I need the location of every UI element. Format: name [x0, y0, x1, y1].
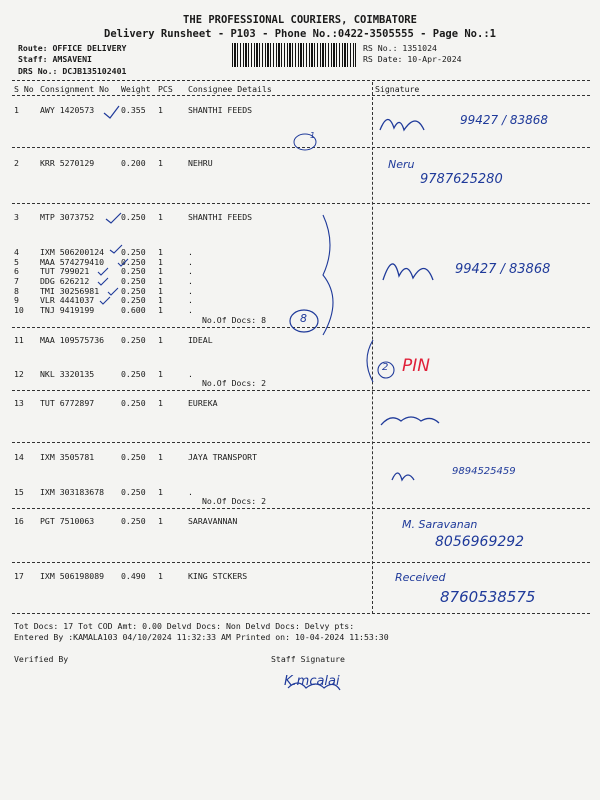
row-consignee: . — [188, 266, 193, 276]
circle-number: 1 — [310, 131, 316, 140]
row-consignment: MTP 3073752 — [40, 212, 95, 222]
row-weight: 0.250 — [121, 266, 146, 276]
row-consignment: VLR 4441037 — [40, 295, 95, 305]
row-pcs: 1 — [158, 398, 163, 408]
row-consignee: SARAVANNAN — [188, 516, 238, 526]
signature-name: M. Saravanan — [402, 518, 478, 531]
rs-number: RS No.: 1351024 — [363, 43, 437, 53]
staff: Staff: AMSAVENI — [18, 54, 92, 64]
row-weight: 0.250 — [121, 487, 146, 497]
signature-phone: 8056969292 — [435, 534, 525, 550]
row-sno: 4 — [14, 247, 19, 257]
rs-date: RS Date: 10-Apr-2024 — [363, 54, 462, 64]
row-sno: 14 — [14, 452, 24, 462]
row-consignment: TUT 6772897 — [40, 398, 95, 408]
signature-phone: 9787625280 — [420, 172, 503, 187]
row-sno: 5 — [14, 257, 19, 267]
docs-count-note: No.Of Docs: 8 — [202, 315, 267, 325]
row-pcs: 1 — [158, 286, 163, 296]
circle-number: 2 — [382, 362, 389, 373]
row-sno: 8 — [14, 286, 19, 296]
row-weight: 0.250 — [121, 398, 146, 408]
row-consignee: NEHRU — [188, 158, 213, 168]
col-signature: Signature — [375, 84, 420, 94]
row-weight: 0.355 — [121, 105, 146, 115]
row-sno: 2 — [14, 158, 19, 168]
row-pcs: 1 — [158, 335, 163, 345]
row-pcs: 1 — [158, 571, 163, 581]
row-sno: 15 — [14, 487, 24, 497]
row-weight: 0.250 — [121, 286, 146, 296]
row-consignee: . — [188, 487, 193, 497]
row-weight: 0.250 — [121, 335, 146, 345]
runsheet-title: Delivery Runsheet - P103 - Phone No.:0422-3505555 - Page No.:1 — [104, 28, 496, 40]
row-consignment: IXM 303183678 — [40, 487, 105, 497]
col-consignee: Consignee Details — [188, 84, 272, 94]
row-consignee: IDEAL — [188, 335, 213, 345]
signature-name: Neru — [388, 158, 415, 171]
row-consignee: EUREKA — [188, 398, 218, 408]
row-consignee: SHANTHI FEEDS — [188, 105, 253, 115]
row-consignment: AWY 1420573 — [40, 105, 95, 115]
circle-number: 8 — [300, 312, 307, 325]
row-weight: 0.250 — [121, 369, 146, 379]
signature-phone: 99427 / 83868 — [455, 262, 551, 277]
row-weight: 0.250 — [121, 295, 146, 305]
row-pcs: 1 — [158, 452, 163, 462]
signature-name: Received — [395, 571, 446, 584]
row-pcs: 1 — [158, 276, 163, 286]
route: Route: OFFICE DELIVERY — [18, 43, 127, 53]
row-weight: 0.250 — [121, 212, 146, 222]
row-consignment: MAA 109575736 — [40, 335, 105, 345]
row-weight: 0.250 — [121, 247, 146, 257]
row-consignee: . — [188, 257, 193, 267]
row-pcs: 1 — [158, 487, 163, 497]
row-sno: 17 — [14, 571, 24, 581]
row-pcs: 1 — [158, 305, 163, 315]
signature-phone: 9894525459 — [452, 466, 516, 477]
signature-phone: 99427 / 83868 — [460, 113, 549, 127]
row-sno: 1 — [14, 105, 19, 115]
row-consignment: IXM 506200124 — [40, 247, 105, 257]
row-consignee: . — [188, 295, 193, 305]
col-sno: S No — [14, 84, 34, 94]
row-sno: 11 — [14, 335, 24, 345]
col-pcs: PCS — [158, 84, 173, 94]
row-pcs: 1 — [158, 295, 163, 305]
row-pcs: 1 — [158, 158, 163, 168]
row-sno: 12 — [14, 369, 24, 379]
row-consignment: IXM 506198089 — [40, 571, 105, 581]
row-consignment: IXM 3505781 — [40, 452, 95, 462]
row-pcs: 1 — [158, 516, 163, 526]
row-sno: 3 — [14, 212, 19, 222]
row-weight: 0.200 — [121, 158, 146, 168]
docs-count-note: No.Of Docs: 2 — [202, 378, 267, 388]
row-consignment: TMI 30256981 — [40, 286, 100, 296]
row-consignment: TNJ 9419199 — [40, 305, 95, 315]
row-weight: 0.250 — [121, 516, 146, 526]
row-consignee: . — [188, 276, 193, 286]
entered-by-line: Entered By :KAMALA103 04/10/2024 11:32:33 AM Printed on: 10-04-2024 11:53:30 — [14, 632, 389, 642]
drs-number: DRS No.: DCJB135102401 — [18, 66, 127, 76]
row-pcs: 1 — [158, 105, 163, 115]
col-weight: Weight — [121, 84, 151, 94]
row-sno: 6 — [14, 266, 19, 276]
row-consignee: . — [188, 247, 193, 257]
row-weight: 0.250 — [121, 257, 146, 267]
row-consignee: SHANTHI FEEDS — [188, 212, 253, 222]
company-title: THE PROFESSIONAL COURIERS, COIMBATORE — [183, 14, 417, 26]
staff-signature-label: Staff Signature — [271, 654, 345, 664]
pin-note: PIN — [402, 356, 430, 376]
row-consignee: KING STCKERS — [188, 571, 248, 581]
row-consignment: MAA 574279410 — [40, 257, 105, 267]
row-sno: 13 — [14, 398, 24, 408]
col-consignment: Consignment No — [40, 84, 110, 94]
row-pcs: 1 — [158, 247, 163, 257]
row-pcs: 1 — [158, 212, 163, 222]
row-sno: 9 — [14, 295, 19, 305]
row-consignee: JAYA TRANSPORT — [188, 452, 258, 462]
staff-signature: K.mcalai — [284, 674, 340, 689]
row-sno: 10 — [14, 305, 24, 315]
row-consignee: . — [188, 305, 193, 315]
row-weight: 0.250 — [121, 452, 146, 462]
row-consignment: TUT 799021 — [40, 266, 90, 276]
row-consignment: PGT 7510063 — [40, 516, 95, 526]
row-sno: 16 — [14, 516, 24, 526]
row-consignee: . — [188, 369, 193, 379]
signature-phone: 8760538575 — [440, 588, 536, 606]
row-weight: 0.600 — [121, 305, 146, 315]
row-consignment: KRR 5270129 — [40, 158, 95, 168]
row-consignment: NKL 3320135 — [40, 369, 95, 379]
row-pcs: 1 — [158, 369, 163, 379]
docs-count-note: No.Of Docs: 2 — [202, 496, 267, 506]
row-consignee: . — [188, 286, 193, 296]
row-weight: 0.490 — [121, 571, 146, 581]
row-sno: 7 — [14, 276, 19, 286]
row-weight: 0.250 — [121, 276, 146, 286]
row-pcs: 1 — [158, 266, 163, 276]
verified-by-label: Verified By — [14, 654, 69, 664]
row-pcs: 1 — [158, 257, 163, 267]
totals-line: Tot Docs: 17 Tot COD Amt: 0.00 Delvd Docs: Non Delvd Docs: Delvy pts: — [14, 621, 355, 631]
row-consignment: DDG 626212 — [40, 276, 90, 286]
